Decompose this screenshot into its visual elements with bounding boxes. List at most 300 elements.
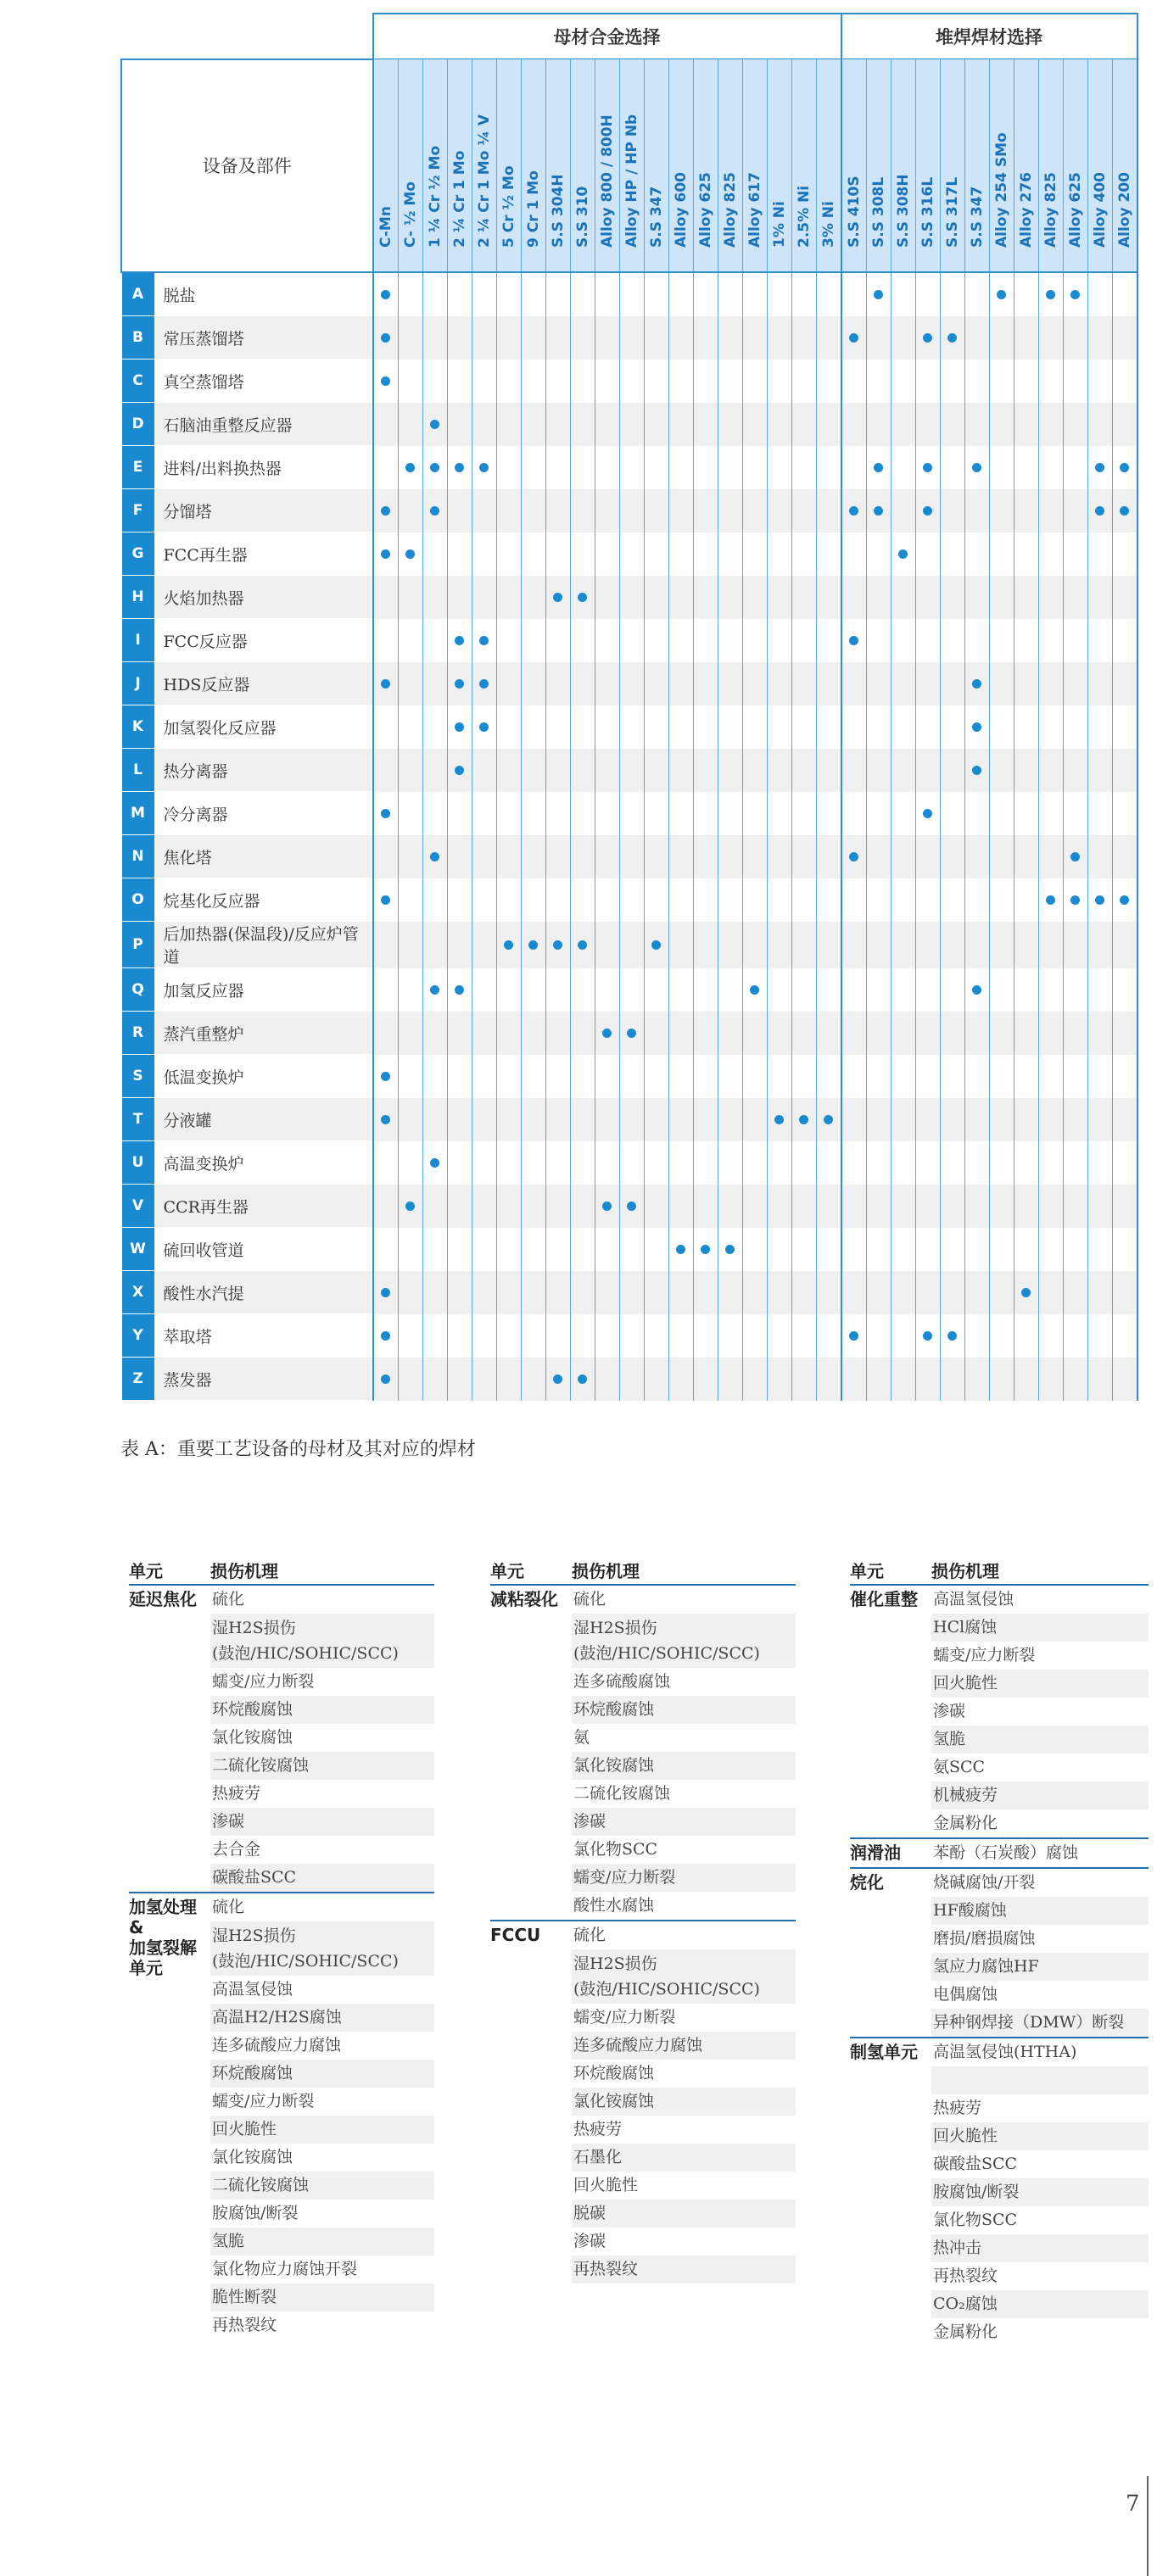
empty-cell bbox=[940, 1055, 964, 1098]
empty-cell bbox=[891, 1012, 915, 1055]
empty-cell bbox=[866, 619, 891, 662]
empty-cell bbox=[915, 1185, 940, 1228]
selection-cell bbox=[447, 446, 472, 489]
empty-cell bbox=[816, 1314, 841, 1358]
empty-cell bbox=[595, 403, 619, 446]
selection-cell bbox=[693, 1228, 718, 1271]
empty-cell bbox=[718, 1098, 742, 1141]
empty-cell bbox=[767, 360, 791, 403]
empty-cell bbox=[373, 1185, 399, 1228]
empty-cell bbox=[422, 1358, 447, 1401]
empty-cell bbox=[398, 705, 422, 749]
empty-cell bbox=[521, 662, 545, 705]
empty-cell bbox=[422, 1055, 447, 1098]
empty-cell bbox=[398, 922, 422, 968]
empty-cell bbox=[447, 1314, 472, 1358]
damage-mechanism: 金属粉化 bbox=[933, 2322, 998, 2341]
selection-cell bbox=[447, 968, 472, 1012]
selection-cell bbox=[447, 749, 472, 792]
empty-cell bbox=[791, 968, 816, 1012]
empty-cell bbox=[866, 576, 891, 619]
selection-cell bbox=[545, 1358, 570, 1401]
empty-cell bbox=[989, 360, 1014, 403]
empty-cell bbox=[570, 446, 595, 489]
selection-dot bbox=[824, 1115, 833, 1124]
material-header bbox=[619, 59, 644, 273]
empty-cell bbox=[891, 489, 915, 532]
empty-cell bbox=[816, 1358, 841, 1401]
empty-cell bbox=[964, 1098, 989, 1141]
empty-cell bbox=[422, 1228, 447, 1271]
empty-cell bbox=[472, 272, 496, 316]
empty-cell bbox=[1063, 705, 1087, 749]
selection-cell bbox=[373, 272, 399, 316]
empty-cell bbox=[767, 316, 791, 360]
empty-cell bbox=[989, 489, 1014, 532]
empty-cell bbox=[447, 1141, 472, 1185]
empty-cell bbox=[545, 835, 570, 878]
damage-mechanism: 异种钢焊接（DMW）断裂 bbox=[931, 2009, 1149, 2037]
equipment-name: 热分离器 bbox=[154, 749, 373, 792]
selection-dot bbox=[479, 679, 489, 689]
empty-cell bbox=[742, 749, 767, 792]
empty-cell bbox=[472, 878, 496, 922]
selection-dot bbox=[430, 1158, 439, 1168]
empty-cell bbox=[496, 1228, 521, 1271]
empty-cell bbox=[915, 968, 940, 1012]
empty-cell bbox=[619, 792, 644, 835]
empty-cell bbox=[644, 662, 668, 705]
empty-cell bbox=[644, 749, 668, 792]
empty-cell bbox=[1014, 403, 1038, 446]
empty-cell bbox=[841, 1012, 867, 1055]
empty-cell bbox=[718, 446, 742, 489]
selection-dot bbox=[578, 1374, 587, 1384]
empty-cell bbox=[791, 576, 816, 619]
empty-cell bbox=[595, 705, 619, 749]
empty-cell bbox=[1014, 316, 1038, 360]
empty-cell bbox=[742, 532, 767, 576]
selection-cell bbox=[718, 1228, 742, 1271]
damage-mechanism: 二硫化铵腐蚀 bbox=[210, 1752, 434, 1780]
empty-cell bbox=[472, 792, 496, 835]
empty-cell bbox=[940, 835, 964, 878]
empty-cell bbox=[693, 922, 718, 968]
empty-cell bbox=[447, 1228, 472, 1271]
selection-cell bbox=[496, 922, 521, 968]
empty-cell bbox=[891, 1185, 915, 1228]
empty-cell bbox=[595, 316, 619, 360]
empty-cell bbox=[1112, 1358, 1137, 1401]
selection-dot bbox=[701, 1245, 710, 1254]
empty-cell bbox=[668, 272, 693, 316]
empty-cell bbox=[841, 403, 867, 446]
empty-cell bbox=[644, 1055, 668, 1098]
empty-cell bbox=[718, 878, 742, 922]
empty-cell bbox=[472, 749, 496, 792]
material-header bbox=[742, 59, 767, 273]
selection-cell bbox=[422, 968, 447, 1012]
empty-cell bbox=[1038, 1358, 1063, 1401]
empty-cell bbox=[1063, 619, 1087, 662]
material-label: Alloy 200 bbox=[1115, 172, 1133, 248]
empty-cell bbox=[693, 489, 718, 532]
empty-cell bbox=[791, 619, 816, 662]
empty-cell bbox=[964, 532, 989, 576]
unit-name: 制氢单元 bbox=[850, 2042, 918, 2062]
empty-cell bbox=[373, 922, 399, 968]
empty-cell bbox=[1063, 968, 1087, 1012]
damage-mechanism: 高温氢侵蚀(HTHA) bbox=[933, 2043, 1077, 2061]
empty-cell bbox=[964, 316, 989, 360]
empty-cell bbox=[964, 792, 989, 835]
material-header bbox=[447, 59, 472, 273]
empty-cell bbox=[398, 272, 422, 316]
selection-cell bbox=[915, 792, 940, 835]
empty-cell bbox=[1038, 1098, 1063, 1141]
empty-cell bbox=[496, 792, 521, 835]
empty-cell bbox=[1014, 792, 1038, 835]
empty-cell bbox=[742, 316, 767, 360]
empty-cell bbox=[1014, 1358, 1038, 1401]
empty-cell bbox=[496, 1098, 521, 1141]
damage-mechanism: 氯化物SCC bbox=[933, 2211, 1018, 2229]
selection-cell bbox=[422, 446, 447, 489]
empty-cell bbox=[644, 489, 668, 532]
empty-cell bbox=[1087, 360, 1112, 403]
empty-cell bbox=[619, 272, 644, 316]
empty-cell bbox=[668, 619, 693, 662]
selection-dot bbox=[923, 809, 932, 818]
empty-cell bbox=[373, 968, 399, 1012]
equipment-row bbox=[121, 576, 1137, 619]
row-letter: R bbox=[121, 1012, 154, 1055]
empty-cell bbox=[989, 1141, 1014, 1185]
damage-mechanism: 渗碳 bbox=[573, 2232, 606, 2250]
selection-cell bbox=[545, 922, 570, 968]
empty-cell bbox=[742, 1358, 767, 1401]
selection-dot bbox=[553, 1374, 562, 1384]
empty-cell bbox=[866, 532, 891, 576]
material-label: Alloy 617 bbox=[746, 172, 763, 248]
selection-dot bbox=[972, 679, 981, 689]
empty-cell bbox=[767, 878, 791, 922]
empty-cell bbox=[1087, 532, 1112, 576]
empty-cell bbox=[619, 1055, 644, 1098]
empty-cell bbox=[791, 792, 816, 835]
empty-cell bbox=[521, 878, 545, 922]
empty-cell bbox=[422, 576, 447, 619]
empty-cell bbox=[1112, 1098, 1137, 1141]
damage-mechanism: 回火脆性 bbox=[931, 1670, 1149, 1698]
damage-mechanism: HF酸腐蚀 bbox=[931, 1897, 1149, 1925]
empty-cell bbox=[841, 749, 867, 792]
empty-cell bbox=[668, 403, 693, 446]
equipment-row bbox=[121, 922, 1137, 968]
empty-cell bbox=[668, 878, 693, 922]
empty-cell bbox=[644, 878, 668, 922]
material-header bbox=[791, 59, 816, 273]
empty-cell bbox=[373, 749, 399, 792]
damage-mechanism: 硫化 bbox=[212, 1590, 245, 1609]
empty-cell bbox=[742, 1185, 767, 1228]
empty-cell bbox=[964, 1185, 989, 1228]
equipment-name: 冷分离器 bbox=[154, 792, 373, 835]
row-letter: D bbox=[121, 403, 154, 446]
row-letter: F bbox=[121, 489, 154, 532]
empty-cell bbox=[742, 1012, 767, 1055]
damage-mechanism: 烧碱腐蚀/开裂 bbox=[933, 1873, 1036, 1892]
selection-dot bbox=[578, 593, 587, 602]
empty-cell bbox=[1087, 1141, 1112, 1185]
empty-cell bbox=[570, 360, 595, 403]
selection-cell bbox=[1112, 446, 1137, 489]
material-header bbox=[1063, 59, 1087, 273]
empty-cell bbox=[1112, 619, 1137, 662]
empty-cell bbox=[1014, 1228, 1038, 1271]
selection-cell bbox=[545, 576, 570, 619]
empty-cell bbox=[447, 792, 472, 835]
empty-cell bbox=[1112, 922, 1137, 968]
empty-cell bbox=[816, 360, 841, 403]
empty-cell bbox=[915, 1141, 940, 1185]
material-header bbox=[1038, 59, 1063, 273]
damage-mechanism: 石墨化 bbox=[572, 2144, 796, 2172]
selection-cell bbox=[915, 446, 940, 489]
empty-cell bbox=[373, 446, 399, 489]
selection-dot bbox=[750, 985, 759, 995]
empty-cell bbox=[545, 1098, 570, 1141]
empty-cell bbox=[1014, 1055, 1038, 1098]
empty-cell bbox=[791, 749, 816, 792]
empty-cell bbox=[422, 360, 447, 403]
damage-mechanism: 二硫化铵腐蚀 bbox=[210, 2172, 434, 2200]
empty-cell bbox=[767, 489, 791, 532]
material-header bbox=[989, 59, 1014, 273]
empty-cell bbox=[521, 749, 545, 792]
row-letter: U bbox=[121, 1141, 154, 1185]
empty-cell bbox=[742, 576, 767, 619]
empty-cell bbox=[989, 1358, 1014, 1401]
empty-cell bbox=[619, 619, 644, 662]
damage-mechanism: 二硫化铵腐蚀 bbox=[573, 1784, 671, 1803]
empty-cell bbox=[693, 1055, 718, 1098]
material-header bbox=[545, 59, 570, 273]
row-letter: I bbox=[121, 619, 154, 662]
selection-cell bbox=[570, 576, 595, 619]
damage-mechanism: 胺腐蚀/断裂 bbox=[931, 2178, 1149, 2206]
empty-cell bbox=[521, 705, 545, 749]
empty-cell bbox=[791, 922, 816, 968]
empty-cell bbox=[422, 1314, 447, 1358]
empty-cell bbox=[668, 489, 693, 532]
empty-cell bbox=[447, 1055, 472, 1098]
empty-cell bbox=[472, 1012, 496, 1055]
group-base-header: 母材合金选择 bbox=[373, 14, 841, 59]
empty-cell bbox=[570, 316, 595, 360]
empty-cell bbox=[791, 1055, 816, 1098]
empty-cell bbox=[1087, 662, 1112, 705]
empty-cell bbox=[1112, 576, 1137, 619]
damage-mechanism: 环烷酸腐蚀 bbox=[573, 2064, 655, 2083]
selection-cell bbox=[1112, 878, 1137, 922]
row-letter: Q bbox=[121, 968, 154, 1012]
empty-cell bbox=[693, 1098, 718, 1141]
empty-cell bbox=[545, 1228, 570, 1271]
empty-cell bbox=[1014, 1012, 1038, 1055]
empty-cell bbox=[570, 662, 595, 705]
selection-dot bbox=[972, 722, 981, 732]
empty-cell bbox=[989, 835, 1014, 878]
equipment-name: 蒸发器 bbox=[154, 1358, 373, 1401]
empty-cell bbox=[940, 749, 964, 792]
empty-cell bbox=[1038, 532, 1063, 576]
selection-dot bbox=[923, 506, 932, 516]
row-letter: H bbox=[121, 576, 154, 619]
empty-cell bbox=[398, 878, 422, 922]
empty-cell bbox=[767, 1185, 791, 1228]
material-label: 1 ¼ Cr ½ Mo bbox=[426, 145, 444, 248]
empty-cell bbox=[891, 705, 915, 749]
empty-cell bbox=[1087, 1055, 1112, 1098]
empty-cell bbox=[791, 1314, 816, 1358]
group-weld-header: 堆焊焊材选择 bbox=[841, 14, 1137, 59]
empty-cell bbox=[472, 532, 496, 576]
empty-cell bbox=[545, 360, 570, 403]
empty-cell bbox=[545, 1314, 570, 1358]
empty-cell bbox=[940, 705, 964, 749]
empty-cell bbox=[718, 968, 742, 1012]
empty-cell bbox=[915, 835, 940, 878]
empty-cell bbox=[1014, 922, 1038, 968]
empty-cell bbox=[570, 1314, 595, 1358]
empty-cell bbox=[940, 403, 964, 446]
empty-cell bbox=[619, 968, 644, 1012]
empty-cell bbox=[767, 619, 791, 662]
empty-cell bbox=[940, 272, 964, 316]
empty-cell bbox=[989, 619, 1014, 662]
selection-cell bbox=[791, 1098, 816, 1141]
damage-mechanism: 氢脆 bbox=[931, 1726, 1149, 1754]
empty-cell bbox=[940, 576, 964, 619]
equipment-name: 烷基化反应器 bbox=[154, 878, 373, 922]
empty-cell bbox=[644, 1185, 668, 1228]
selection-dot bbox=[479, 463, 489, 472]
row-letter: Y bbox=[121, 1314, 154, 1358]
empty-cell bbox=[619, 835, 644, 878]
selection-dot bbox=[381, 1288, 390, 1297]
selection-cell bbox=[915, 1314, 940, 1358]
equipment-row bbox=[121, 272, 1137, 316]
damage-mechanism: 回火脆性 bbox=[210, 2116, 434, 2144]
empty-cell bbox=[1063, 1012, 1087, 1055]
empty-cell bbox=[891, 878, 915, 922]
selection-cell bbox=[373, 532, 399, 576]
empty-cell bbox=[447, 878, 472, 922]
equipment-row bbox=[121, 662, 1137, 705]
empty-cell bbox=[521, 1271, 545, 1314]
empty-cell bbox=[718, 272, 742, 316]
mechanism-list bbox=[931, 1586, 1149, 1837]
empty-cell bbox=[891, 360, 915, 403]
empty-cell bbox=[989, 749, 1014, 792]
empty-cell bbox=[447, 360, 472, 403]
selection-dot bbox=[430, 420, 439, 429]
empty-cell bbox=[496, 576, 521, 619]
empty-cell bbox=[718, 792, 742, 835]
empty-cell bbox=[619, 1141, 644, 1185]
selection-cell bbox=[373, 489, 399, 532]
selection-cell bbox=[1063, 272, 1087, 316]
damage-mechanism: 脆性断裂 bbox=[210, 2283, 434, 2311]
unit-group bbox=[129, 1893, 434, 2339]
equipment-name: 高温变换炉 bbox=[154, 1141, 373, 1185]
empty-cell bbox=[472, 1271, 496, 1314]
empty-cell bbox=[619, 1358, 644, 1401]
empty-cell bbox=[718, 662, 742, 705]
empty-cell bbox=[545, 316, 570, 360]
selection-dot bbox=[1095, 463, 1104, 472]
material-matrix bbox=[120, 13, 1138, 1401]
selection-dot bbox=[455, 722, 464, 732]
empty-cell bbox=[521, 1141, 545, 1185]
empty-cell bbox=[398, 1271, 422, 1314]
empty-cell bbox=[644, 1271, 668, 1314]
empty-cell bbox=[595, 749, 619, 792]
material-header bbox=[668, 59, 693, 273]
empty-cell bbox=[570, 532, 595, 576]
material-label: 3% Ni bbox=[819, 201, 837, 248]
equipment-row bbox=[121, 1012, 1137, 1055]
empty-cell bbox=[791, 835, 816, 878]
selection-cell bbox=[595, 1185, 619, 1228]
damage-mechanism: 湿H2S损伤 (鼓泡/HIC/SOHIC/SCC) bbox=[210, 1921, 434, 1976]
material-header bbox=[398, 59, 422, 273]
empty-cell bbox=[521, 1228, 545, 1271]
empty-cell bbox=[791, 1185, 816, 1228]
empty-cell bbox=[693, 749, 718, 792]
selection-cell bbox=[964, 705, 989, 749]
material-label: Alloy 400 bbox=[1091, 172, 1109, 248]
material-label: S.S 316L bbox=[919, 176, 936, 248]
empty-cell bbox=[1063, 489, 1087, 532]
row-letter: G bbox=[121, 532, 154, 576]
equipment-name: 萃取塔 bbox=[154, 1314, 373, 1358]
empty-cell bbox=[619, 1098, 644, 1141]
empty-cell bbox=[767, 1141, 791, 1185]
empty-cell bbox=[422, 1098, 447, 1141]
empty-cell bbox=[940, 619, 964, 662]
empty-cell bbox=[668, 316, 693, 360]
empty-cell bbox=[841, 1358, 867, 1401]
empty-cell bbox=[595, 968, 619, 1012]
selection-cell bbox=[472, 619, 496, 662]
damage-table-1 bbox=[129, 1558, 434, 2339]
empty-cell bbox=[644, 1098, 668, 1141]
empty-cell bbox=[595, 272, 619, 316]
empty-cell bbox=[718, 835, 742, 878]
empty-cell bbox=[521, 1358, 545, 1401]
selection-cell bbox=[570, 1358, 595, 1401]
selection-dot bbox=[849, 1331, 858, 1341]
material-label: S.S 310 bbox=[573, 186, 591, 248]
empty-cell bbox=[521, 446, 545, 489]
empty-cell bbox=[496, 749, 521, 792]
empty-cell bbox=[915, 1055, 940, 1098]
empty-cell bbox=[940, 1141, 964, 1185]
selection-dot bbox=[381, 376, 390, 386]
selection-cell bbox=[668, 1228, 693, 1271]
